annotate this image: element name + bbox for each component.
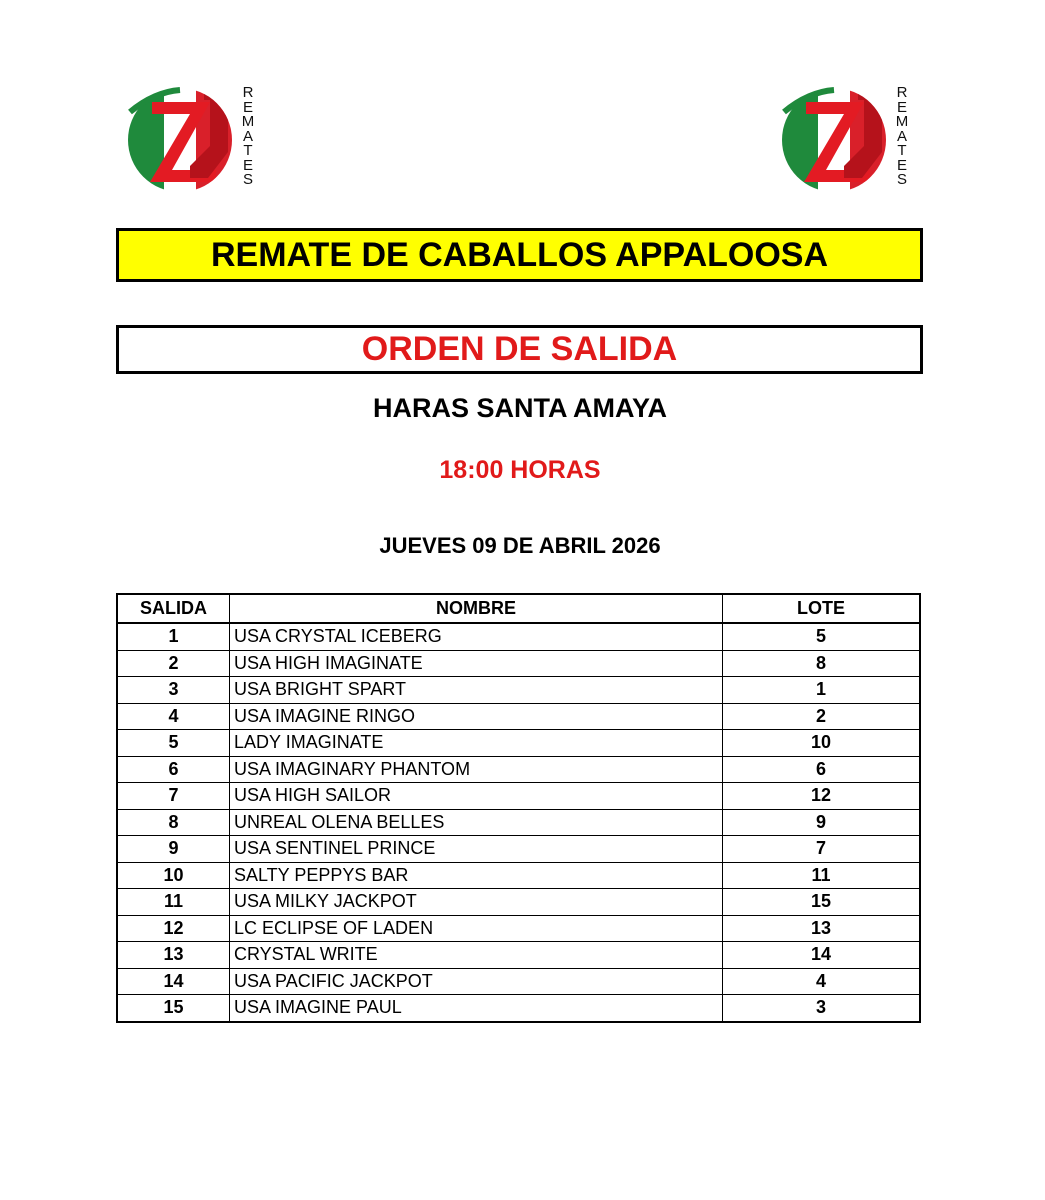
nombre-cell: USA HIGH SAILOR [230,783,723,810]
nombre-cell: LC ECLIPSE OF LADEN [230,915,723,942]
lote-cell: 10 [723,730,921,757]
salida-cell: 13 [117,942,230,969]
lote-cell: 1 [723,677,921,704]
lote-cell: 14 [723,942,921,969]
logo-letter: S [242,171,253,188]
lote-cell: 2 [723,703,921,730]
logo-letter: E [242,156,253,174]
nombre-cell: LADY IMAGINATE [230,730,723,757]
nombre-cell: CRYSTAL WRITE [230,942,723,969]
lote-cell: 12 [723,783,921,810]
salida-cell: 14 [117,968,230,995]
salida-cell: 11 [117,889,230,916]
salida-cell: 15 [117,995,230,1022]
auction-time: 18:00 HORAS [439,456,601,484]
salida-cell: 2 [117,650,230,677]
nombre-cell: USA HIGH IMAGINATE [230,650,723,677]
logo-letter: S [896,171,907,188]
table-row [117,836,920,863]
zj-logo-mark [124,82,236,194]
nombre-cell: UNREAL OLENA BELLES [230,809,723,836]
lote-cell: 13 [723,915,921,942]
lote-cell: 11 [723,862,921,889]
table-row [117,995,920,1022]
salida-cell: 9 [117,836,230,863]
table-row [117,915,920,942]
table-header-row [117,594,920,623]
logo-letter: R [242,84,254,101]
logo-letter: R [896,84,908,101]
lote-cell: 15 [723,889,921,916]
salida-cell: 3 [117,677,230,704]
logo-letter: M [241,113,255,130]
nombre-cell: USA SENTINEL PRINCE [230,836,723,863]
logo-letter: E [896,156,907,174]
nombre-cell: USA MILKY JACKPOT [230,889,723,916]
header-lote: LOTE [723,594,921,623]
header-salida: SALIDA [117,594,230,623]
logo-letter: T [897,142,907,159]
table-row [117,623,920,650]
salida-cell: 10 [117,862,230,889]
lote-cell: 3 [723,995,921,1022]
remates-vertical-text [890,86,914,188]
table-row [117,677,920,704]
salida-cell: 1 [117,623,230,650]
logo-letter: A [242,127,253,145]
order-table [116,593,921,1023]
table-row [117,968,920,995]
auction-title-banner [116,228,923,282]
table-row [117,650,920,677]
table-row [117,889,920,916]
table-row [117,703,920,730]
table-row [117,783,920,810]
salida-cell: 12 [117,915,230,942]
salida-cell: 7 [117,783,230,810]
nombre-cell: SALTY PEPPYS BAR [230,862,723,889]
subtitle-banner [116,325,923,374]
subtitle: ORDEN DE SALIDA [361,330,678,368]
salida-cell: 5 [117,730,230,757]
zj-logo-mark [778,82,890,194]
nombre-cell: USA PACIFIC JACKPOT [230,968,723,995]
nombre-cell: USA IMAGINE RINGO [230,703,723,730]
lote-cell: 8 [723,650,921,677]
zj-remates-logo-left [124,82,264,194]
logo-letter: A [896,127,907,145]
logo-letter: E [896,98,907,116]
lote-cell: 5 [723,623,921,650]
remates-vertical-text [236,86,260,188]
nombre-cell: USA CRYSTAL ICEBERG [230,623,723,650]
table-row [117,809,920,836]
nombre-cell: USA IMAGINARY PHANTOM [230,756,723,783]
lote-cell: 6 [723,756,921,783]
table-row [117,862,920,889]
lote-cell: 9 [723,809,921,836]
zj-remates-logo-right [778,82,918,194]
venue-name: HARAS SANTA AMAYA [372,393,668,423]
logo-letter: T [243,142,253,159]
table-row [117,730,920,757]
lote-cell: 7 [723,836,921,863]
header-nombre: NOMBRE [230,594,723,623]
salida-cell: 8 [117,809,230,836]
salida-cell: 6 [117,756,230,783]
salida-cell: 4 [117,703,230,730]
auction-date: JUEVES 09 DE ABRIL 2026 [379,533,661,558]
table-row [117,942,920,969]
nombre-cell: USA IMAGINE PAUL [230,995,723,1022]
logo-letter: E [242,98,253,116]
lote-cell: 4 [723,968,921,995]
logo-letter: M [895,113,909,130]
table-row [117,756,920,783]
auction-title: REMATE DE CABALLOS APPALOOSA [210,235,829,274]
nombre-cell: USA BRIGHT SPART [230,677,723,704]
